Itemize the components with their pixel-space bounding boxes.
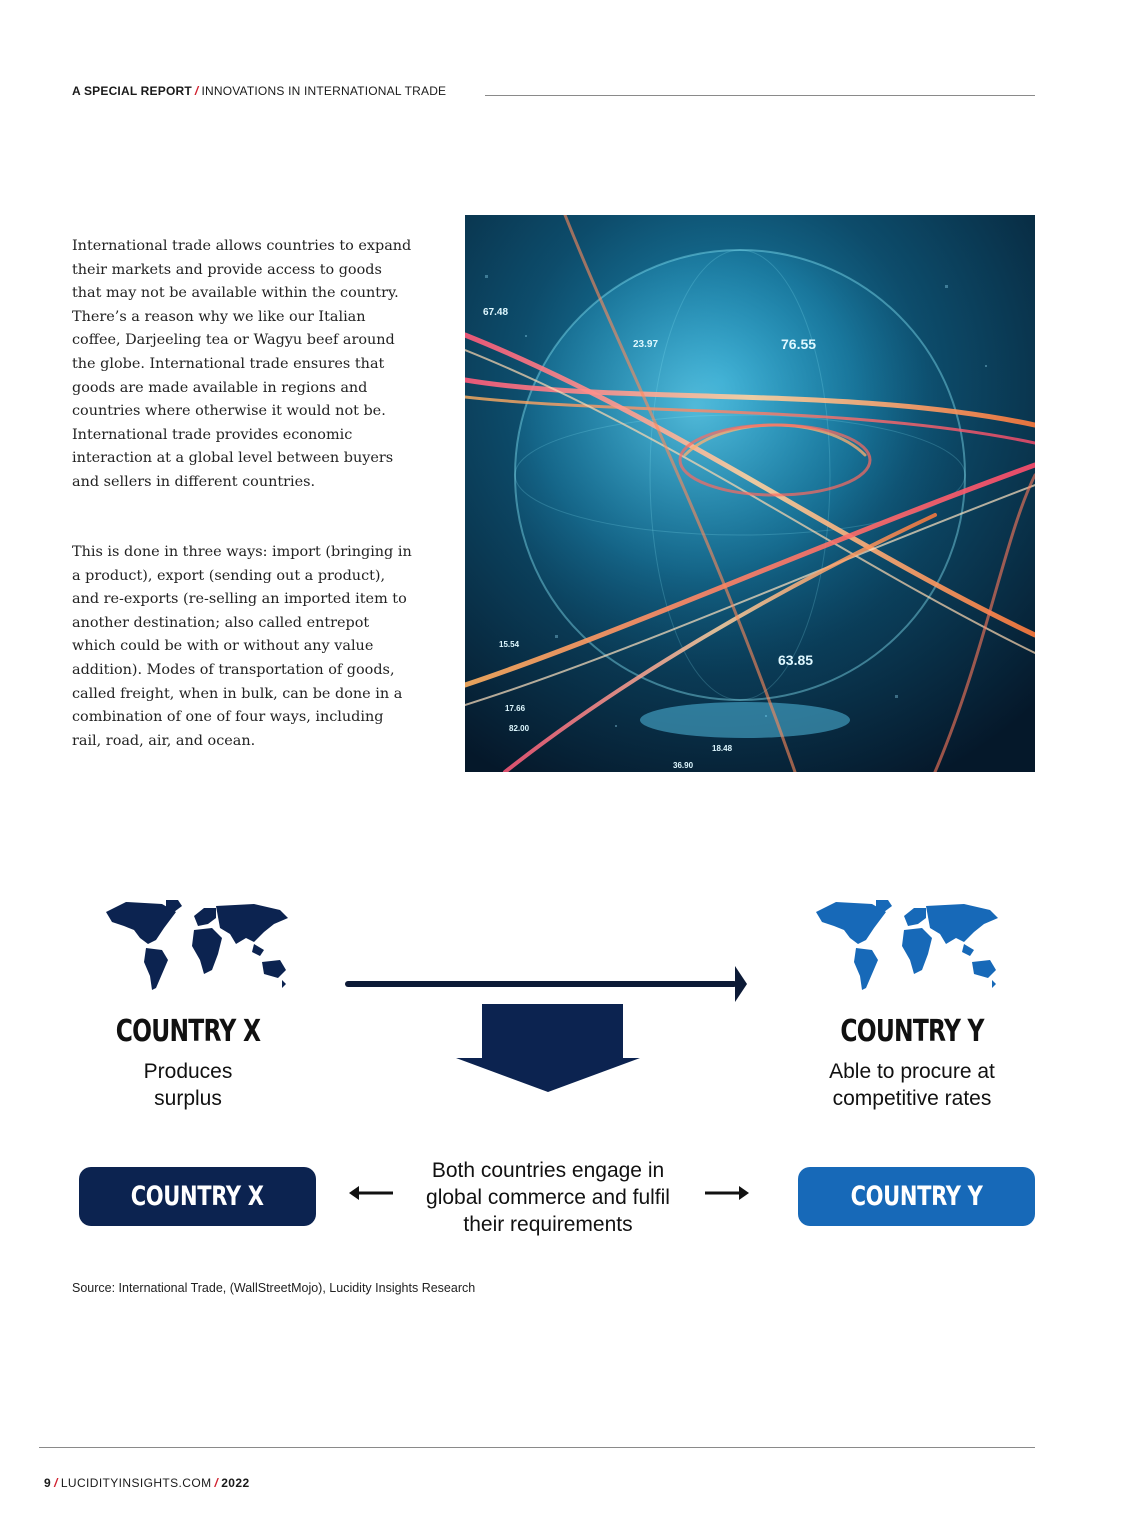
source-note: Source: International Trade, (WallStreetMojo), Lucidity Insights Research (72, 1281, 476, 1295)
footer-rule (39, 1447, 1035, 1448)
report-title: INNOVATIONS IN INTERNATIONAL TRADE (201, 84, 447, 98)
country-y-description: Able to procure at competitive rates (829, 1060, 995, 1110)
page-number: 9 (44, 1476, 52, 1490)
slash-divider: / (194, 84, 199, 98)
country-x-pill-label: COUNTRY X (131, 1181, 264, 1212)
report-label: A SPECIAL REPORT (72, 84, 192, 98)
arrow-left-icon (349, 1183, 393, 1203)
photo-number: 23.97 (633, 339, 659, 350)
arrow-right-small-icon (705, 1183, 749, 1203)
country-y-title: COUNTRY Y (840, 1014, 984, 1049)
world-map-icon (104, 898, 294, 996)
country-x-pill (79, 1167, 316, 1226)
photo-number: 36.90 (673, 761, 694, 770)
running-header (72, 84, 446, 98)
arrow-right-icon (345, 964, 749, 1004)
footer-year: 2022 (221, 1476, 250, 1490)
photo-illustration (465, 215, 1035, 772)
slash-divider: / (54, 1476, 58, 1490)
photo-number: 82.00 (509, 724, 530, 733)
body-paragraph-1: International trade allows countries to expand their markets and provide access to goods that may not be available within the country. There’s a reason why we like our Italian coffee, Darjeeling tea or Wagyu beef around the globe. International trade ensures that goods are made available in regions and countries where otherwise it would not be. International trade provides economic interaction at a global level between buyers and sellers in different countries. (72, 238, 412, 490)
country-x-description: Produces surplus (143, 1060, 233, 1110)
country-x-title: COUNTRY X (115, 1014, 261, 1049)
footer-site: LUCIDITYINSIGHTS.COM (60, 1476, 212, 1490)
photo-number: 18.48 (712, 744, 733, 753)
footer (44, 1476, 250, 1490)
photo-number: 76.55 (781, 336, 817, 352)
down-arrow-icon (456, 1004, 640, 1094)
globe-highway-photo (465, 215, 1035, 772)
slash-divider: / (214, 1476, 219, 1490)
header-rule (485, 95, 1035, 96)
photo-number: 67.48 (483, 307, 509, 318)
country-y-pill-label: COUNTRY Y (850, 1181, 983, 1212)
engagement-text: Both countries engage in global commerce and fulfil their requirements (426, 1159, 670, 1236)
country-y-pill (798, 1167, 1035, 1226)
photo-number: 63.85 (778, 652, 814, 668)
photo-number: 17.66 (505, 704, 526, 713)
photo-number: 15.54 (499, 640, 520, 649)
world-map-icon (814, 898, 1004, 996)
body-paragraph-2: This is done in three ways: import (bringing in a product), export (sending out a product), and re-exports (re-selling an imported item to another destination; also called entrepot which could be with or without any value addition). Modes of transportation of goods, called freight, when in bulk, can be done in a combination of one of four ways, including rail, road, air, and ocean. (72, 544, 412, 749)
